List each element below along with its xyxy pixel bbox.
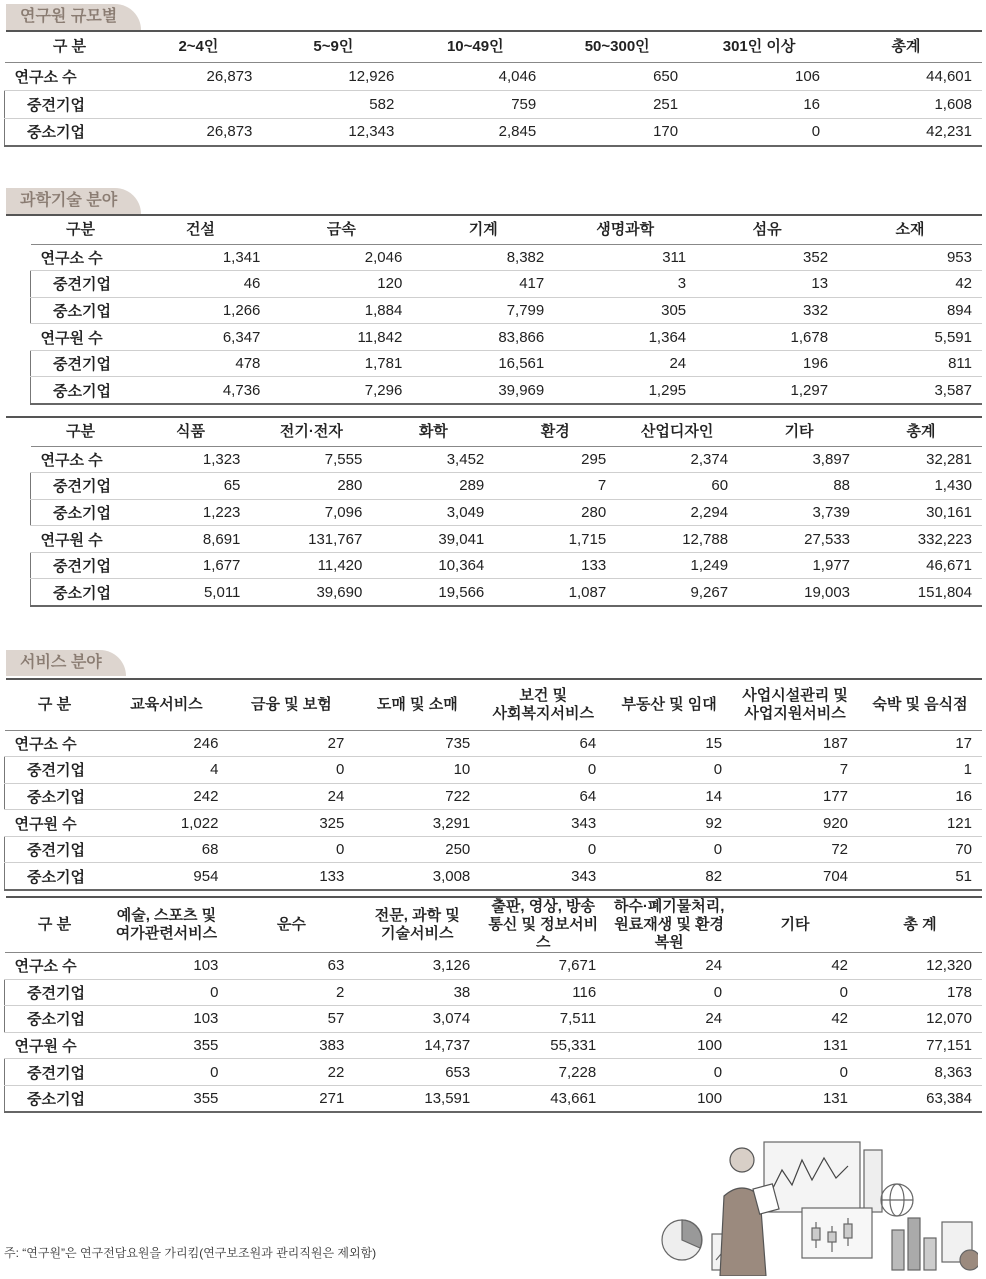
column-header: 생명과학 (554, 216, 696, 244)
cell-value: 8,691 (130, 526, 250, 553)
cell-value: 704 (732, 863, 858, 890)
cell-value: 4,046 (404, 62, 546, 90)
cell-value: 65 (130, 473, 250, 500)
cell-value: 332 (696, 297, 838, 324)
column-header: 전기·전자 (250, 418, 372, 446)
cell-value: 131,767 (250, 526, 372, 553)
cell-value: 63,384 (858, 1085, 982, 1112)
cell-value: 0 (688, 118, 830, 146)
column-header-category: 구분 (31, 418, 131, 446)
row-label: 중소기업 (31, 377, 131, 404)
cell-value: 7,511 (480, 1006, 606, 1033)
cell-value: 722 (354, 783, 480, 810)
cell-value: 0 (606, 979, 732, 1006)
column-header: 전문, 과학 및 기술서비스 (354, 898, 480, 953)
table-row (5, 979, 983, 1006)
section-title-service: 서비스 분야 (6, 650, 126, 676)
service-table-1 (4, 680, 982, 891)
cell-value: 83,866 (412, 324, 554, 351)
table-row (5, 953, 983, 980)
cell-value (134, 90, 262, 118)
table-row (5, 783, 983, 810)
cell-value: 170 (546, 118, 688, 146)
cell-value: 43,661 (480, 1085, 606, 1112)
cell-value: 953 (838, 244, 982, 271)
analyst-illustration (652, 1130, 978, 1276)
cell-value: 280 (494, 499, 616, 526)
cell-value: 2,046 (270, 244, 412, 271)
cell-value: 3,008 (354, 863, 480, 890)
column-header: 기타 (732, 898, 858, 953)
row-label: 연구소 수 (31, 446, 131, 473)
science-table-1 (30, 216, 982, 405)
cell-value: 1,715 (494, 526, 616, 553)
cell-value: 0 (606, 1059, 732, 1086)
cell-value: 5,011 (130, 579, 250, 606)
cell-value: 27,533 (738, 526, 860, 553)
cell-value: 0 (228, 836, 354, 863)
cell-value: 92 (606, 810, 732, 837)
science-table-2 (30, 418, 982, 607)
cell-value: 7 (494, 473, 616, 500)
table-row (31, 324, 983, 351)
cell-value: 0 (732, 979, 858, 1006)
cell-value: 8,382 (412, 244, 554, 271)
cell-value: 177 (732, 783, 858, 810)
row-label: 중소기업 (31, 499, 131, 526)
cell-value: 27 (228, 730, 354, 757)
cell-value: 582 (262, 90, 404, 118)
cell-value: 246 (104, 730, 228, 757)
cell-value: 24 (228, 783, 354, 810)
cell-value: 6,347 (130, 324, 270, 351)
cell-value: 17 (858, 730, 982, 757)
cell-value: 2,374 (616, 446, 738, 473)
table-row (5, 90, 983, 118)
cell-value: 131 (732, 1032, 858, 1059)
cell-value: 759 (404, 90, 546, 118)
cell-value: 1,341 (130, 244, 270, 271)
table-row (5, 730, 983, 757)
cell-value: 0 (606, 836, 732, 863)
cell-value: 12,926 (262, 62, 404, 90)
cell-value: 332,223 (860, 526, 982, 553)
cell-value: 383 (228, 1032, 354, 1059)
table-row (31, 244, 983, 271)
cell-value: 894 (838, 297, 982, 324)
column-header: 기타 (738, 418, 860, 446)
cell-value: 196 (696, 350, 838, 377)
cell-value: 100 (606, 1032, 732, 1059)
cell-value: 0 (228, 757, 354, 784)
column-header: 소재 (838, 216, 982, 244)
cell-value: 133 (494, 552, 616, 579)
table-row (5, 62, 983, 90)
cell-value: 24 (606, 1006, 732, 1033)
cell-value: 343 (480, 863, 606, 890)
cell-value: 271 (228, 1085, 354, 1112)
cell-value: 650 (546, 62, 688, 90)
cell-value: 24 (554, 350, 696, 377)
cell-value: 46,671 (860, 552, 982, 579)
row-label: 중소기업 (5, 1006, 105, 1033)
cell-value: 68 (104, 836, 228, 863)
cell-value: 51 (858, 863, 982, 890)
cell-value: 3 (554, 271, 696, 298)
column-header: 부동산 및 임대 (606, 680, 732, 730)
cell-value: 1,781 (270, 350, 412, 377)
column-header: 화학 (372, 418, 494, 446)
column-header: 5~9인 (262, 32, 404, 62)
row-label: 연구소 수 (31, 244, 131, 271)
column-header: 기계 (412, 216, 554, 244)
size-table (4, 32, 982, 147)
cell-value: 30,161 (860, 499, 982, 526)
table-row (5, 1032, 983, 1059)
cell-value: 242 (104, 783, 228, 810)
cell-value: 3,049 (372, 499, 494, 526)
cell-value: 1,297 (696, 377, 838, 404)
column-header: 교육서비스 (104, 680, 228, 730)
cell-value: 2 (228, 979, 354, 1006)
column-header: 금융 및 보험 (228, 680, 354, 730)
cell-value: 0 (104, 1059, 228, 1086)
cell-value: 12,343 (262, 118, 404, 146)
section-title-size: 연구원 규모별 (6, 4, 141, 30)
cell-value: 14 (606, 783, 732, 810)
cell-value: 811 (838, 350, 982, 377)
table-row (31, 350, 983, 377)
column-header: 50~300인 (546, 32, 688, 62)
cell-value: 1,677 (130, 552, 250, 579)
cell-value: 187 (732, 730, 858, 757)
cell-value: 1,266 (130, 297, 270, 324)
table-row (5, 1059, 983, 1086)
table-row (31, 579, 983, 606)
cell-value: 60 (616, 473, 738, 500)
cell-value: 1,223 (130, 499, 250, 526)
table-row (31, 297, 983, 324)
service-table-2 (4, 898, 982, 1113)
cell-value: 133 (228, 863, 354, 890)
cell-value: 103 (104, 1006, 228, 1033)
cell-value: 3,587 (838, 377, 982, 404)
cell-value: 100 (606, 1085, 732, 1112)
column-header: 10~49인 (404, 32, 546, 62)
cell-value: 14,737 (354, 1032, 480, 1059)
section-title-science: 과학기술 분야 (6, 188, 141, 214)
cell-value: 64 (480, 783, 606, 810)
cell-value: 11,420 (250, 552, 372, 579)
row-label: 연구소 수 (5, 953, 105, 980)
column-header: 숙박 및 음식점 (858, 680, 982, 730)
table-row (5, 1006, 983, 1033)
row-label: 중소기업 (5, 863, 105, 890)
cell-value: 38 (354, 979, 480, 1006)
row-label: 중견기업 (31, 473, 131, 500)
column-header-category: 구 분 (5, 898, 105, 953)
cell-value: 13,591 (354, 1085, 480, 1112)
cell-value: 9,267 (616, 579, 738, 606)
cell-value: 3,074 (354, 1006, 480, 1033)
cell-value: 4,736 (130, 377, 270, 404)
table-row (31, 446, 983, 473)
cell-value: 88 (738, 473, 860, 500)
row-label: 중소기업 (5, 118, 135, 146)
row-label: 연구원 수 (5, 810, 105, 837)
cell-value: 653 (354, 1059, 480, 1086)
cell-value: 1,364 (554, 324, 696, 351)
cell-value: 735 (354, 730, 480, 757)
row-label: 중소기업 (31, 579, 131, 606)
cell-value: 305 (554, 297, 696, 324)
cell-value: 151,804 (860, 579, 982, 606)
row-label: 연구원 수 (31, 324, 131, 351)
cell-value: 103 (104, 953, 228, 980)
cell-value: 1,295 (554, 377, 696, 404)
cell-value: 3,739 (738, 499, 860, 526)
row-label: 연구소 수 (5, 62, 135, 90)
cell-value: 16 (858, 783, 982, 810)
cell-value: 22 (228, 1059, 354, 1086)
table-row (31, 552, 983, 579)
cell-value: 178 (858, 979, 982, 1006)
cell-value: 19,566 (372, 579, 494, 606)
cell-value: 0 (480, 757, 606, 784)
row-label: 중견기업 (5, 836, 105, 863)
table-row (5, 118, 983, 146)
cell-value: 3,291 (354, 810, 480, 837)
column-header: 운수 (228, 898, 354, 953)
table-row (5, 1085, 983, 1112)
cell-value: 1,977 (738, 552, 860, 579)
cell-value: 251 (546, 90, 688, 118)
cell-value: 1,608 (830, 90, 982, 118)
cell-value: 0 (104, 979, 228, 1006)
cell-value: 1,249 (616, 552, 738, 579)
cell-value: 44,601 (830, 62, 982, 90)
table-row (31, 499, 983, 526)
cell-value: 7,555 (250, 446, 372, 473)
column-header: 총계 (860, 418, 982, 446)
column-header: 하수·폐기물처리, 원료재생 및 환경복원 (606, 898, 732, 953)
cell-value: 63 (228, 953, 354, 980)
cell-value: 0 (732, 1059, 858, 1086)
column-header: 섬유 (696, 216, 838, 244)
column-header: 식품 (130, 418, 250, 446)
row-label: 중소기업 (5, 783, 105, 810)
cell-value: 289 (372, 473, 494, 500)
table-row (5, 863, 983, 890)
cell-value: 12,320 (858, 953, 982, 980)
cell-value: 5,591 (838, 324, 982, 351)
cell-value: 42 (732, 1006, 858, 1033)
row-label: 중견기업 (5, 757, 105, 784)
cell-value: 72 (732, 836, 858, 863)
column-header-category: 구 분 (5, 32, 135, 62)
row-label: 중견기업 (5, 1059, 105, 1086)
cell-value: 16,561 (412, 350, 554, 377)
table-row (31, 271, 983, 298)
cell-value: 8,363 (858, 1059, 982, 1086)
cell-value: 7,228 (480, 1059, 606, 1086)
cell-value: 39,041 (372, 526, 494, 553)
column-header: 출판, 영상, 방송 통신 및 정보서비스 (480, 898, 606, 953)
cell-value: 32,281 (860, 446, 982, 473)
cell-value: 478 (130, 350, 270, 377)
cell-value: 10,364 (372, 552, 494, 579)
cell-value: 24 (606, 953, 732, 980)
column-header: 보건 및 사회복지서비스 (480, 680, 606, 730)
cell-value: 39,690 (250, 579, 372, 606)
cell-value: 3,897 (738, 446, 860, 473)
column-header: 금속 (270, 216, 412, 244)
cell-value: 355 (104, 1085, 228, 1112)
cell-value: 0 (606, 757, 732, 784)
table-row (5, 810, 983, 837)
cell-value: 116 (480, 979, 606, 1006)
column-header: 건설 (130, 216, 270, 244)
footnote: 주: “연구원”은 연구전담요원을 가리킴(연구보조원과 관리직원은 제외함) (4, 1246, 377, 1260)
cell-value: 325 (228, 810, 354, 837)
cell-value: 26,873 (134, 118, 262, 146)
cell-value: 7,671 (480, 953, 606, 980)
cell-value: 1,323 (130, 446, 250, 473)
cell-value: 3,452 (372, 446, 494, 473)
cell-value: 1,884 (270, 297, 412, 324)
table-row (31, 526, 983, 553)
column-header-category: 구분 (31, 216, 131, 244)
cell-value: 417 (412, 271, 554, 298)
cell-value: 55,331 (480, 1032, 606, 1059)
cell-value: 121 (858, 810, 982, 837)
cell-value: 16 (688, 90, 830, 118)
cell-value: 343 (480, 810, 606, 837)
cell-value: 70 (858, 836, 982, 863)
cell-value: 46 (130, 271, 270, 298)
row-label: 중소기업 (31, 297, 131, 324)
table-row (5, 757, 983, 784)
cell-value: 1,087 (494, 579, 616, 606)
row-label: 중견기업 (31, 350, 131, 377)
table-row (31, 377, 983, 404)
cell-value: 4 (104, 757, 228, 784)
cell-value: 280 (250, 473, 372, 500)
cell-value: 12,070 (858, 1006, 982, 1033)
column-header: 예술, 스포츠 및 여가관련서비스 (104, 898, 228, 953)
cell-value: 7,799 (412, 297, 554, 324)
cell-value: 7,096 (250, 499, 372, 526)
cell-value: 3,126 (354, 953, 480, 980)
column-header: 사업시설관리 및 사업지원서비스 (732, 680, 858, 730)
column-header: 총 계 (858, 898, 982, 953)
row-label: 연구소 수 (5, 730, 105, 757)
cell-value: 1,430 (860, 473, 982, 500)
row-label: 중견기업 (5, 90, 135, 118)
cell-value: 42 (732, 953, 858, 980)
cell-value: 295 (494, 446, 616, 473)
cell-value: 355 (104, 1032, 228, 1059)
row-label: 중견기업 (31, 271, 131, 298)
cell-value: 39,969 (412, 377, 554, 404)
cell-value: 7,296 (270, 377, 412, 404)
column-header: 301인 이상 (688, 32, 830, 62)
column-header: 산업디자인 (616, 418, 738, 446)
cell-value: 19,003 (738, 579, 860, 606)
cell-value: 57 (228, 1006, 354, 1033)
cell-value: 2,845 (404, 118, 546, 146)
table-row (31, 473, 983, 500)
row-label: 중소기업 (5, 1085, 105, 1112)
cell-value: 1,678 (696, 324, 838, 351)
cell-value: 64 (480, 730, 606, 757)
cell-value: 82 (606, 863, 732, 890)
cell-value: 12,788 (616, 526, 738, 553)
cell-value: 920 (732, 810, 858, 837)
cell-value: 13 (696, 271, 838, 298)
cell-value: 311 (554, 244, 696, 271)
row-label: 연구원 수 (31, 526, 131, 553)
cell-value: 1 (858, 757, 982, 784)
cell-value: 954 (104, 863, 228, 890)
table-row (5, 836, 983, 863)
row-label: 연구원 수 (5, 1032, 105, 1059)
cell-value: 1,022 (104, 810, 228, 837)
cell-value: 42,231 (830, 118, 982, 146)
column-header-category: 구 분 (5, 680, 105, 730)
cell-value: 42 (838, 271, 982, 298)
cell-value: 10 (354, 757, 480, 784)
cell-value: 7 (732, 757, 858, 784)
cell-value: 120 (270, 271, 412, 298)
cell-value: 0 (480, 836, 606, 863)
column-header: 총계 (830, 32, 982, 62)
cell-value: 106 (688, 62, 830, 90)
cell-value: 131 (732, 1085, 858, 1112)
cell-value: 352 (696, 244, 838, 271)
cell-value: 26,873 (134, 62, 262, 90)
cell-value: 250 (354, 836, 480, 863)
cell-value: 11,842 (270, 324, 412, 351)
cell-value: 77,151 (858, 1032, 982, 1059)
column-header: 환경 (494, 418, 616, 446)
row-label: 중견기업 (31, 552, 131, 579)
cell-value: 15 (606, 730, 732, 757)
row-label: 중견기업 (5, 979, 105, 1006)
column-header: 2~4인 (134, 32, 262, 62)
cell-value: 2,294 (616, 499, 738, 526)
column-header: 도매 및 소매 (354, 680, 480, 730)
